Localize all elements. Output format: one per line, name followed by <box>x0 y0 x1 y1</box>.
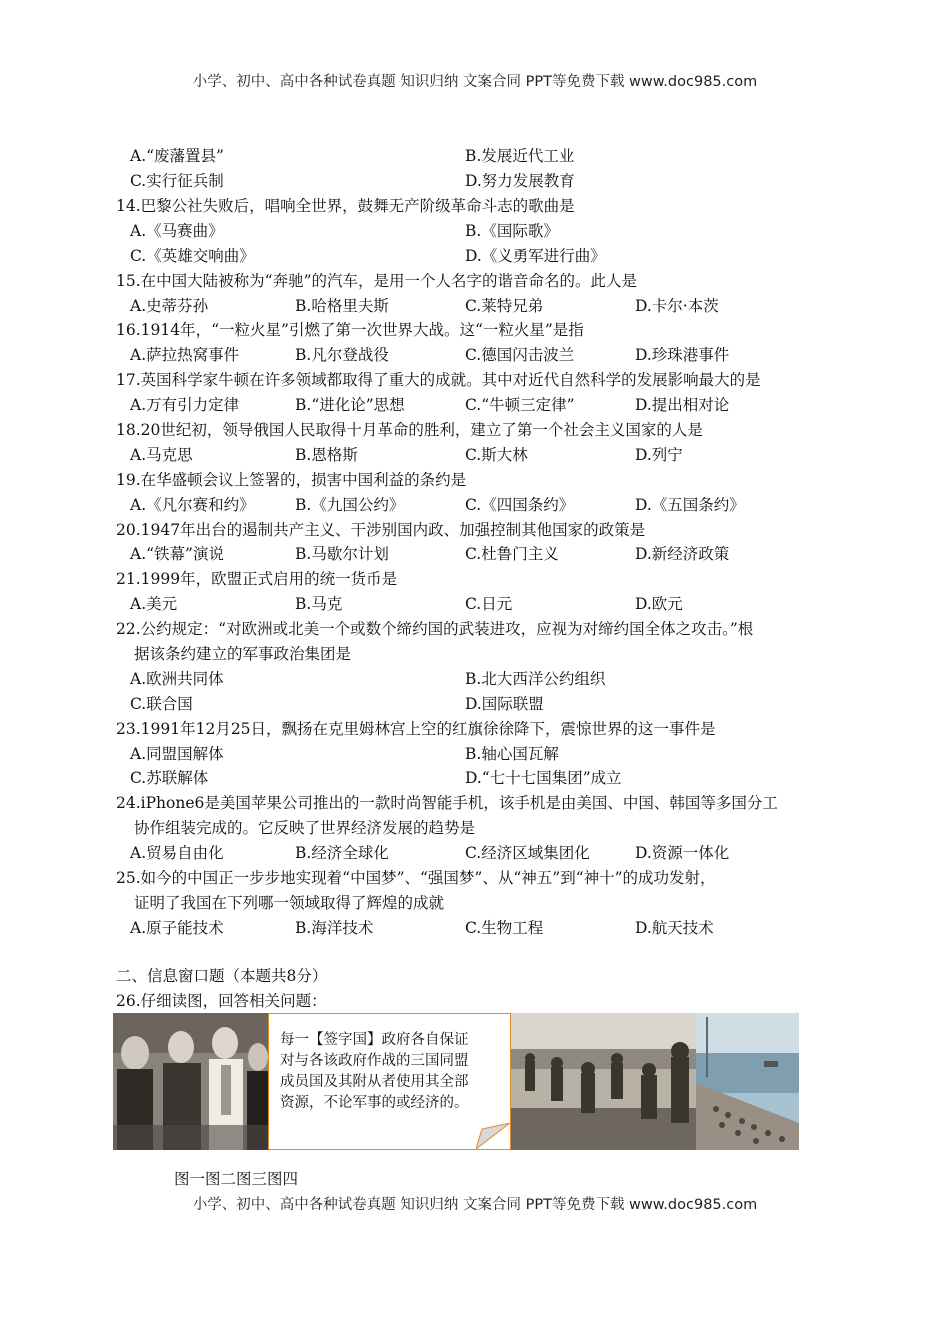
callout-line-1: 每一【签字国】政府各自保证 <box>280 1032 469 1048</box>
q17-option-d: D.提出相对论 <box>635 396 730 414</box>
q23-stem: 23.1991年12月25日，飘扬在克里姆林宫上空的红旗徐徐降下，震惊世界的这一事件是 <box>116 720 716 738</box>
figure-1-photo <box>113 1013 268 1150</box>
q19-option-c: C.《四国条约》 <box>465 496 575 514</box>
q22-option-d: D.国际联盟 <box>465 695 544 713</box>
q14-option-d: D.《义勇军进行曲》 <box>465 247 606 265</box>
q16-stem: 16.1914年，“一粒火星”引燃了第一次世界大战。这“一粒火星”是指 <box>116 321 584 339</box>
q20-option-a: A.“铁幕”演说 <box>130 545 224 563</box>
q19-option-d: D.《五国条约》 <box>635 496 745 514</box>
q25-option-c: C.生物工程 <box>465 919 544 937</box>
q13-option-a: A.“废藩置县” <box>130 147 224 165</box>
q24-option-b: B.经济全球化 <box>295 844 389 862</box>
q25-option-d: D.航天技术 <box>635 919 714 937</box>
q15-option-d: D.卡尔·本茨 <box>635 297 719 315</box>
q19-option-b: B.《九国公约》 <box>295 496 405 514</box>
q20-option-c: C.杜鲁门主义 <box>465 545 559 563</box>
q17-stem: 17.英国科学家牛顿在许多领域都取得了重大的成就。其中对近代自然科学的发展影响最大的是 <box>116 371 761 389</box>
q15-option-c: C.莱特兄弟 <box>465 297 544 315</box>
q16-option-a: A.萨拉热窝事件 <box>130 346 240 364</box>
figure-2-callout <box>268 1013 511 1150</box>
q16-option-b: B.凡尔登战役 <box>295 346 389 364</box>
q21-option-a: A.美元 <box>130 595 178 613</box>
q17-option-a: A.万有引力定律 <box>130 396 240 414</box>
q14-option-a: A.《马赛曲》 <box>130 222 224 240</box>
q14-option-c: C.《英雄交响曲》 <box>130 247 255 265</box>
q23-option-b: B.轴心国瓦解 <box>465 745 559 763</box>
q16-option-c: C.德国闪击波兰 <box>465 346 575 364</box>
q18-stem: 18.20世纪初，领导俄国人民取得十月革命的胜利，建立了第一个社会主义国家的人是 <box>116 421 703 439</box>
q24-stem-cont: 协作组装完成的。它反映了世界经济发展的趋势是 <box>134 819 476 837</box>
callout-line-2: 对与各该政府作战的三国同盟 <box>280 1053 469 1069</box>
q23-option-a: A.同盟国解体 <box>130 745 224 763</box>
q18-option-c: C.斯大林 <box>465 446 528 464</box>
q25-option-b: B.海洋技术 <box>295 919 374 937</box>
callout-fold-icon <box>476 1123 510 1149</box>
q22-stem: 22.公约规定：“对欧洲或北美一个或数个缔约国的武装进攻，应视为对缔约国全体之攻击。”根 <box>116 620 754 638</box>
page-footer: 小学、初中、高中各种试卷真题 知识归纳 文案合同 PPT等免费下载 www.doc985.com <box>192 1197 758 1213</box>
q22-option-a: A.欧洲共同体 <box>130 670 224 688</box>
q13-option-b: B.发展近代工业 <box>465 147 575 165</box>
q16-option-d: D.珍珠港事件 <box>635 346 730 364</box>
q24-option-a: A.贸易自由化 <box>130 844 224 862</box>
q24-stem: 24.iPhone6是美国苹果公司推出的一款时尚智能手机，该手机是由美国、中国、韩国等多国分工 <box>116 794 778 812</box>
q23-option-d: D.“七十七国集团”成立 <box>465 769 622 787</box>
q25-stem-cont: 证明了我国在下列哪一领域取得了辉煌的成就 <box>134 894 445 912</box>
q20-stem: 20.1947年出台的遏制共产主义、干涉别国内政、加强控制其他国家的政策是 <box>116 521 646 539</box>
q13-option-d: D.努力发展教育 <box>465 172 575 190</box>
q21-option-d: D.欧元 <box>635 595 683 613</box>
q20-option-b: B.马歇尔计划 <box>295 545 389 563</box>
q15-option-b: B.哈格里夫斯 <box>295 297 389 315</box>
page-header: 小学、初中、高中各种试卷真题 知识归纳 文案合同 PPT等免费下载 www.doc985.com <box>192 74 758 90</box>
q23-option-c: C.苏联解体 <box>130 769 209 787</box>
q14-option-b: B.《国际歌》 <box>465 222 559 240</box>
figure-3-photo <box>511 1013 696 1150</box>
q26-stem: 26.仔细读图，回答相关问题： <box>116 992 327 1010</box>
q22-stem-cont: 据该条约建立的军事政治集团是 <box>134 645 352 663</box>
q24-option-d: D.资源一体化 <box>635 844 730 862</box>
callout-line-4: 资源，不论军事的或经济的。 <box>280 1095 469 1111</box>
q19-option-a: A.《凡尔赛和约》 <box>130 496 255 514</box>
q17-option-b: B.“进化论”思想 <box>295 396 405 414</box>
q22-option-c: C.联合国 <box>130 695 193 713</box>
q14-stem: 14.巴黎公社失败后，唱响全世界，鼓舞无产阶级革命斗志的歌曲是 <box>116 197 575 215</box>
q15-stem: 15.在中国大陆被称为“奔驰”的汽车，是用一个人名字的谐音命名的。此人是 <box>116 272 638 290</box>
q24-option-c: C.经济区域集团化 <box>465 844 590 862</box>
callout-line-3: 成员国及其附从者使用其全部 <box>280 1074 469 1090</box>
q25-stem: 25.如今的中国正一步步地实现着“中国梦”、“强国梦”、从“神五”到“神十”的成功发射， <box>116 869 716 887</box>
q19-stem: 19.在华盛顿会议上签署的，损害中国利益的条约是 <box>116 471 467 489</box>
q21-option-c: C.日元 <box>465 595 513 613</box>
q15-option-a: A.史蒂芬孙 <box>130 297 209 315</box>
section2-title: 二、信息窗口题（本题共8分） <box>116 967 328 985</box>
q21-option-b: B.马克 <box>295 595 343 613</box>
q18-option-d: D.列宁 <box>635 446 683 464</box>
q18-option-b: B.恩格斯 <box>295 446 358 464</box>
figure-caption: 图一图二图三图四 <box>174 1170 299 1188</box>
q22-option-b: B.北大西洋公约组织 <box>465 670 606 688</box>
q13-option-c: C.实行征兵制 <box>130 172 224 190</box>
figure-4-photo <box>696 1013 799 1150</box>
q20-option-d: D.新经济政策 <box>635 545 730 563</box>
q17-option-c: C.“牛顿三定律” <box>465 396 575 414</box>
q21-stem: 21.1999年，欧盟正式启用的统一货币是 <box>116 570 398 588</box>
q25-option-a: A.原子能技术 <box>130 919 224 937</box>
q18-option-a: A.马克思 <box>130 446 193 464</box>
